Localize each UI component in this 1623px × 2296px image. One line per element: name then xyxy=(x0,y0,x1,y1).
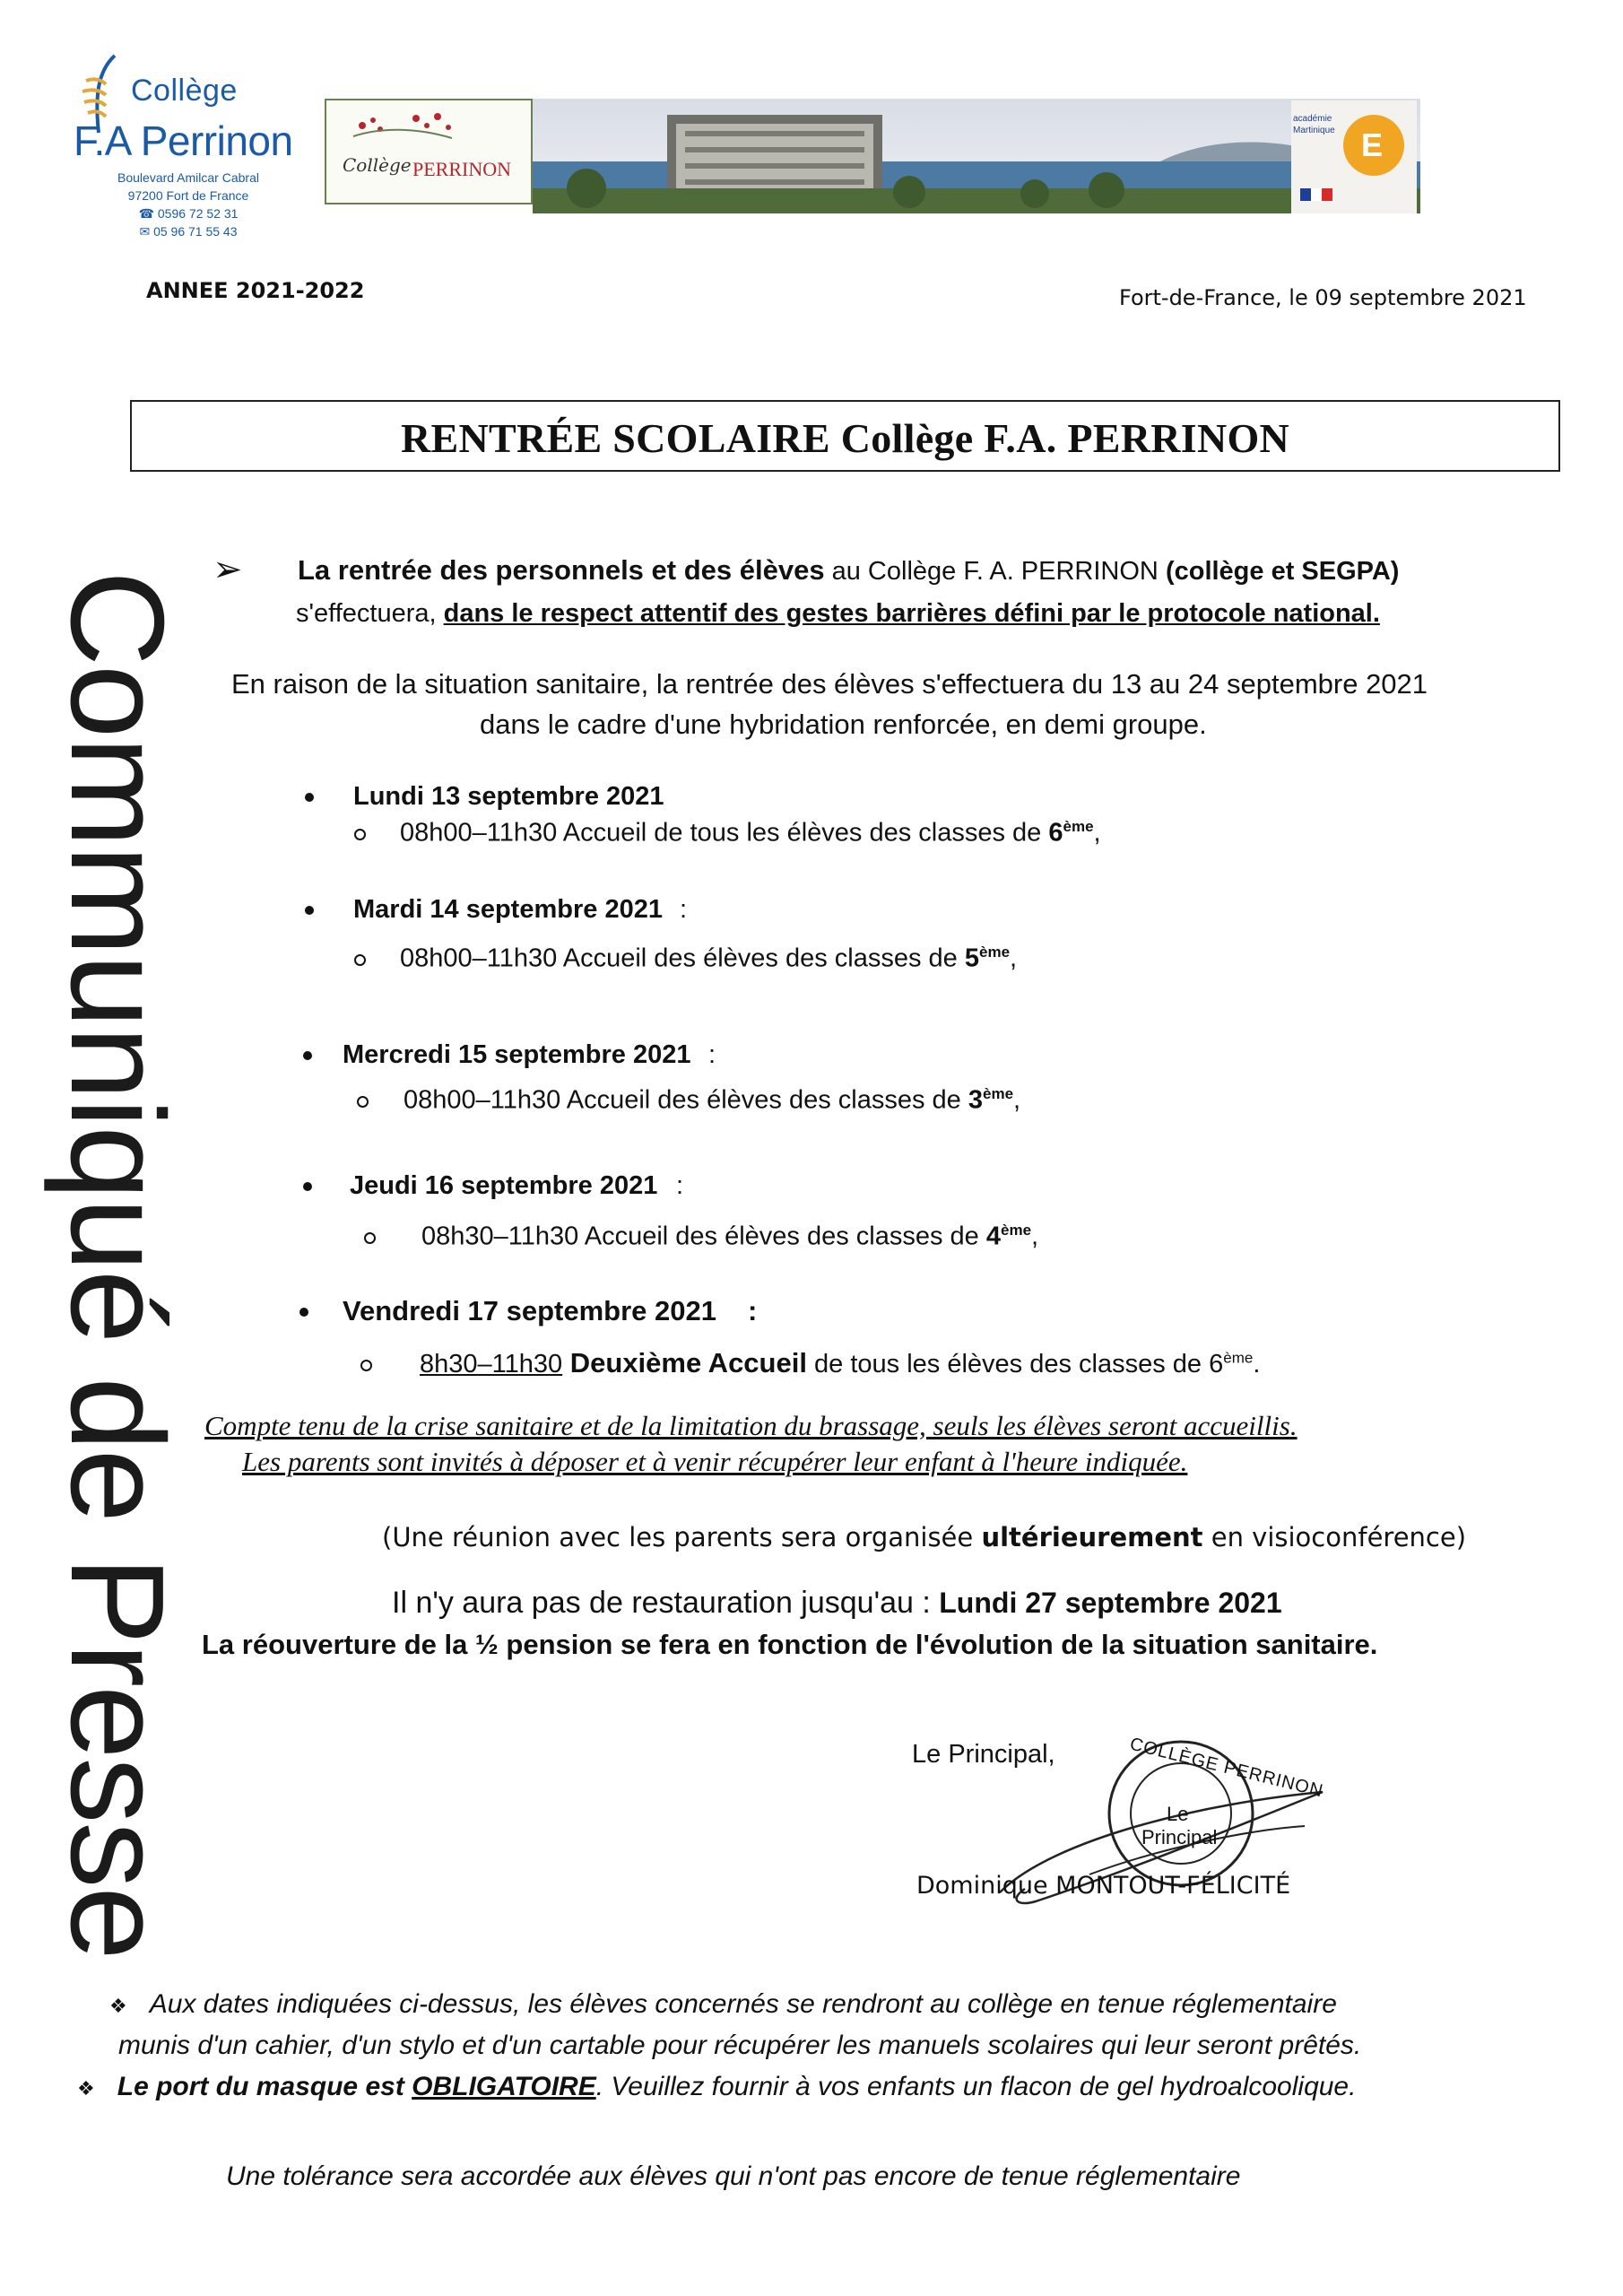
ring-bullet-icon xyxy=(354,829,366,840)
intro-underlined: dans le respect attentif des gestes barrières défini par le protocole national. xyxy=(443,599,1380,628)
schedule-day: Mercredi 15 septembre 2021 xyxy=(343,1040,691,1069)
address-line: 97200 Fort de France xyxy=(127,188,249,203)
address-line: Boulevard Amilcar Cabral xyxy=(117,170,259,185)
principal-name: Dominique MONTOUT-FÉLICITÉ xyxy=(916,1872,1291,1900)
schedule-slot xyxy=(421,1222,1038,1252)
svg-text:E: E xyxy=(1361,126,1384,163)
crisis-line-2: Les parents sont invités à déposer et à venir récupérer leur enfant à l'heure indiquée. xyxy=(242,1446,1188,1477)
note-1 xyxy=(109,1989,1337,2020)
intro-bold: La rentrée des personnels et des élèves xyxy=(298,554,825,586)
academie-logo xyxy=(1291,100,1417,213)
banner-logo-text: PERRINON xyxy=(412,158,512,180)
slot-grade: 3 xyxy=(968,1085,983,1115)
slot-text: Accueil des élèves des classes de xyxy=(557,944,965,973)
banner-college-logo xyxy=(325,99,533,204)
diamond-bullet-icon: ❖ xyxy=(109,1995,127,2017)
stamp-center-1: Le xyxy=(1167,1803,1189,1825)
slot-end: , xyxy=(1093,818,1101,848)
side-banner xyxy=(0,0,197,1959)
diamond-bullet-icon: ❖ xyxy=(77,2077,95,2100)
slot-grade-sup: ème xyxy=(1223,1349,1254,1367)
ring-bullet-icon xyxy=(364,1232,376,1244)
bullet-icon xyxy=(303,1182,312,1191)
bullet-icon xyxy=(305,906,314,915)
logo-college-name: F.A Perrinon xyxy=(74,117,293,164)
academie-label: académie Martinique xyxy=(1293,114,1335,135)
slot-end: , xyxy=(1031,1222,1039,1251)
reunion-before: (Une réunion avec les parents sera organisée xyxy=(382,1522,982,1552)
reunion-bold: ultérieurement xyxy=(981,1522,1203,1552)
ring-bullet-icon xyxy=(354,954,366,966)
schedule-slot xyxy=(404,1085,1020,1116)
context-line-2: dans le cadre d'une hybridation renforcée, en demi groupe. xyxy=(480,709,1207,740)
slot-text: Accueil des élèves des classes de xyxy=(560,1085,968,1115)
schedule-day-suffix: : xyxy=(680,895,688,924)
bullet-icon xyxy=(305,793,314,802)
reunion-notice xyxy=(382,1522,1466,1552)
reunion-after: en visioconférence) xyxy=(1202,1522,1467,1552)
tolerance-note: Une tolérance sera accordée aux élèves qui n'ont pas encore de tenue réglementaire xyxy=(226,2161,1241,2191)
intro-effectuera: s'effectuera, xyxy=(296,599,444,628)
schedule-slot xyxy=(400,944,1017,974)
logo-college-label: Collège xyxy=(131,74,238,108)
slot-text: Accueil des élèves des classes de xyxy=(578,1222,986,1251)
note-2-obligatoire: OBLIGATOIRE xyxy=(412,2072,596,2101)
slot-time: 08h00–11h30 xyxy=(404,1085,561,1115)
schedule-day-suffix: : xyxy=(748,1295,758,1326)
slot-end: . xyxy=(1253,1350,1261,1378)
school-year: ANNEE 2021-2022 xyxy=(146,278,365,303)
schedule-day: Vendredi 17 septembre 2021 xyxy=(343,1295,717,1326)
slot-text: de tous les élèves des classes de 6 xyxy=(806,1350,1224,1378)
slot-end: , xyxy=(1013,1085,1021,1115)
schedule-day-suffix: : xyxy=(676,1171,684,1200)
context-line-1: En raison de la situation sanitaire, la rentrée des élèves s'effectuera du 13 au 24 septembre 2021 xyxy=(231,668,1428,700)
slot-grade-sup: ème xyxy=(979,944,1011,961)
schedule-day: Lundi 13 septembre 2021 xyxy=(353,782,664,811)
note-2 xyxy=(77,2072,1356,2102)
slot-text: Accueil de tous les élèves des classes de xyxy=(557,818,1049,848)
document-title: RENTRÉE SCOLAIRE Collège F.A. PERRINON xyxy=(400,415,1290,461)
arrow-bullet-icon: ➢ xyxy=(213,550,243,589)
restauration-notice xyxy=(392,1586,1282,1621)
intro-line-1 xyxy=(298,554,1399,587)
banner-logo-script: Collège xyxy=(343,154,412,176)
schedule-slot xyxy=(400,818,1101,848)
slot-time: 08h30–11h30 xyxy=(421,1222,579,1251)
slot-end: , xyxy=(1010,944,1018,973)
schedule-slot xyxy=(420,1347,1260,1379)
bullet-icon xyxy=(299,1308,308,1317)
address-phone: ☎ 0596 72 52 31 xyxy=(138,206,239,221)
slot-bold-text: Deuxième Accueil xyxy=(562,1347,807,1378)
slot-time: 08h00–11h30 xyxy=(400,944,558,973)
ring-bullet-icon xyxy=(357,1096,369,1108)
college-building-image xyxy=(533,99,1420,213)
bullet-icon xyxy=(303,1051,312,1060)
signature-label: Le Principal, xyxy=(912,1740,1055,1769)
slot-grade: 6 xyxy=(1048,818,1063,848)
title-box xyxy=(130,400,1560,472)
intro-normal: au Collège F. A. PERRINON xyxy=(824,557,1166,586)
resto-date: Lundi 27 septembre 2021 xyxy=(939,1587,1282,1619)
slot-grade-sup: ème xyxy=(1001,1222,1032,1239)
slot-grade: 4 xyxy=(985,1222,1001,1251)
college-banner-photo xyxy=(533,99,1420,213)
slot-grade: 5 xyxy=(964,944,979,973)
stamp-center-2: Principal xyxy=(1141,1826,1218,1848)
ring-bullet-icon xyxy=(360,1360,372,1371)
note-1-cont: munis d'un cahier, d'un stylo et d'un cartable pour récupérer les manuels scolaires qui leur seront prêtés. xyxy=(118,2031,1362,2060)
slot-time: 8h30–11h30 xyxy=(420,1350,563,1378)
intro-bold-2: (collège et SEGPA) xyxy=(1165,557,1400,586)
slot-grade-sup: ème xyxy=(983,1085,1014,1102)
schedule-day-suffix: : xyxy=(708,1040,716,1069)
resto-before: Il n'y aura pas de restauration jusqu'au : xyxy=(392,1586,940,1620)
note-1-line-1: Aux dates indiquées ci-dessus, les élèves concernés se rendront au collège en tenue réglementaire xyxy=(149,1989,1337,2019)
address-fax: ✉ 05 96 71 55 43 xyxy=(139,224,238,239)
intro-line-2 xyxy=(296,599,1380,629)
press-release-label: Communiqué de Presse xyxy=(43,570,191,1959)
schedule-day: Mardi 14 septembre 2021 xyxy=(353,895,663,924)
note-2-rest: . Veuillez fournir à vos enfants un flacon de gel hydroalcoolique. xyxy=(595,2072,1357,2101)
slot-time: 08h00–11h30 xyxy=(400,818,558,848)
schedule-day: Jeudi 16 septembre 2021 xyxy=(350,1171,658,1200)
stamp-ring-text: COLLÈGE PERRINON xyxy=(1127,1734,1326,1802)
banner-logo-graphic xyxy=(326,100,531,203)
crisis-line-1: Compte tenu de la crise sanitaire et de la limitation du brassage, seuls les élèves seront accueillis. xyxy=(204,1410,1298,1441)
demi-pension-notice: La réouverture de la ½ pension se fera en fonction de l'évolution de la situation sanitaire. xyxy=(202,1629,1378,1660)
place-and-date: Fort-de-France, le 09 septembre 2021 xyxy=(1119,285,1527,310)
note-2-bold: Le port du masque est xyxy=(117,2072,412,2101)
slot-grade-sup: ème xyxy=(1063,818,1094,835)
